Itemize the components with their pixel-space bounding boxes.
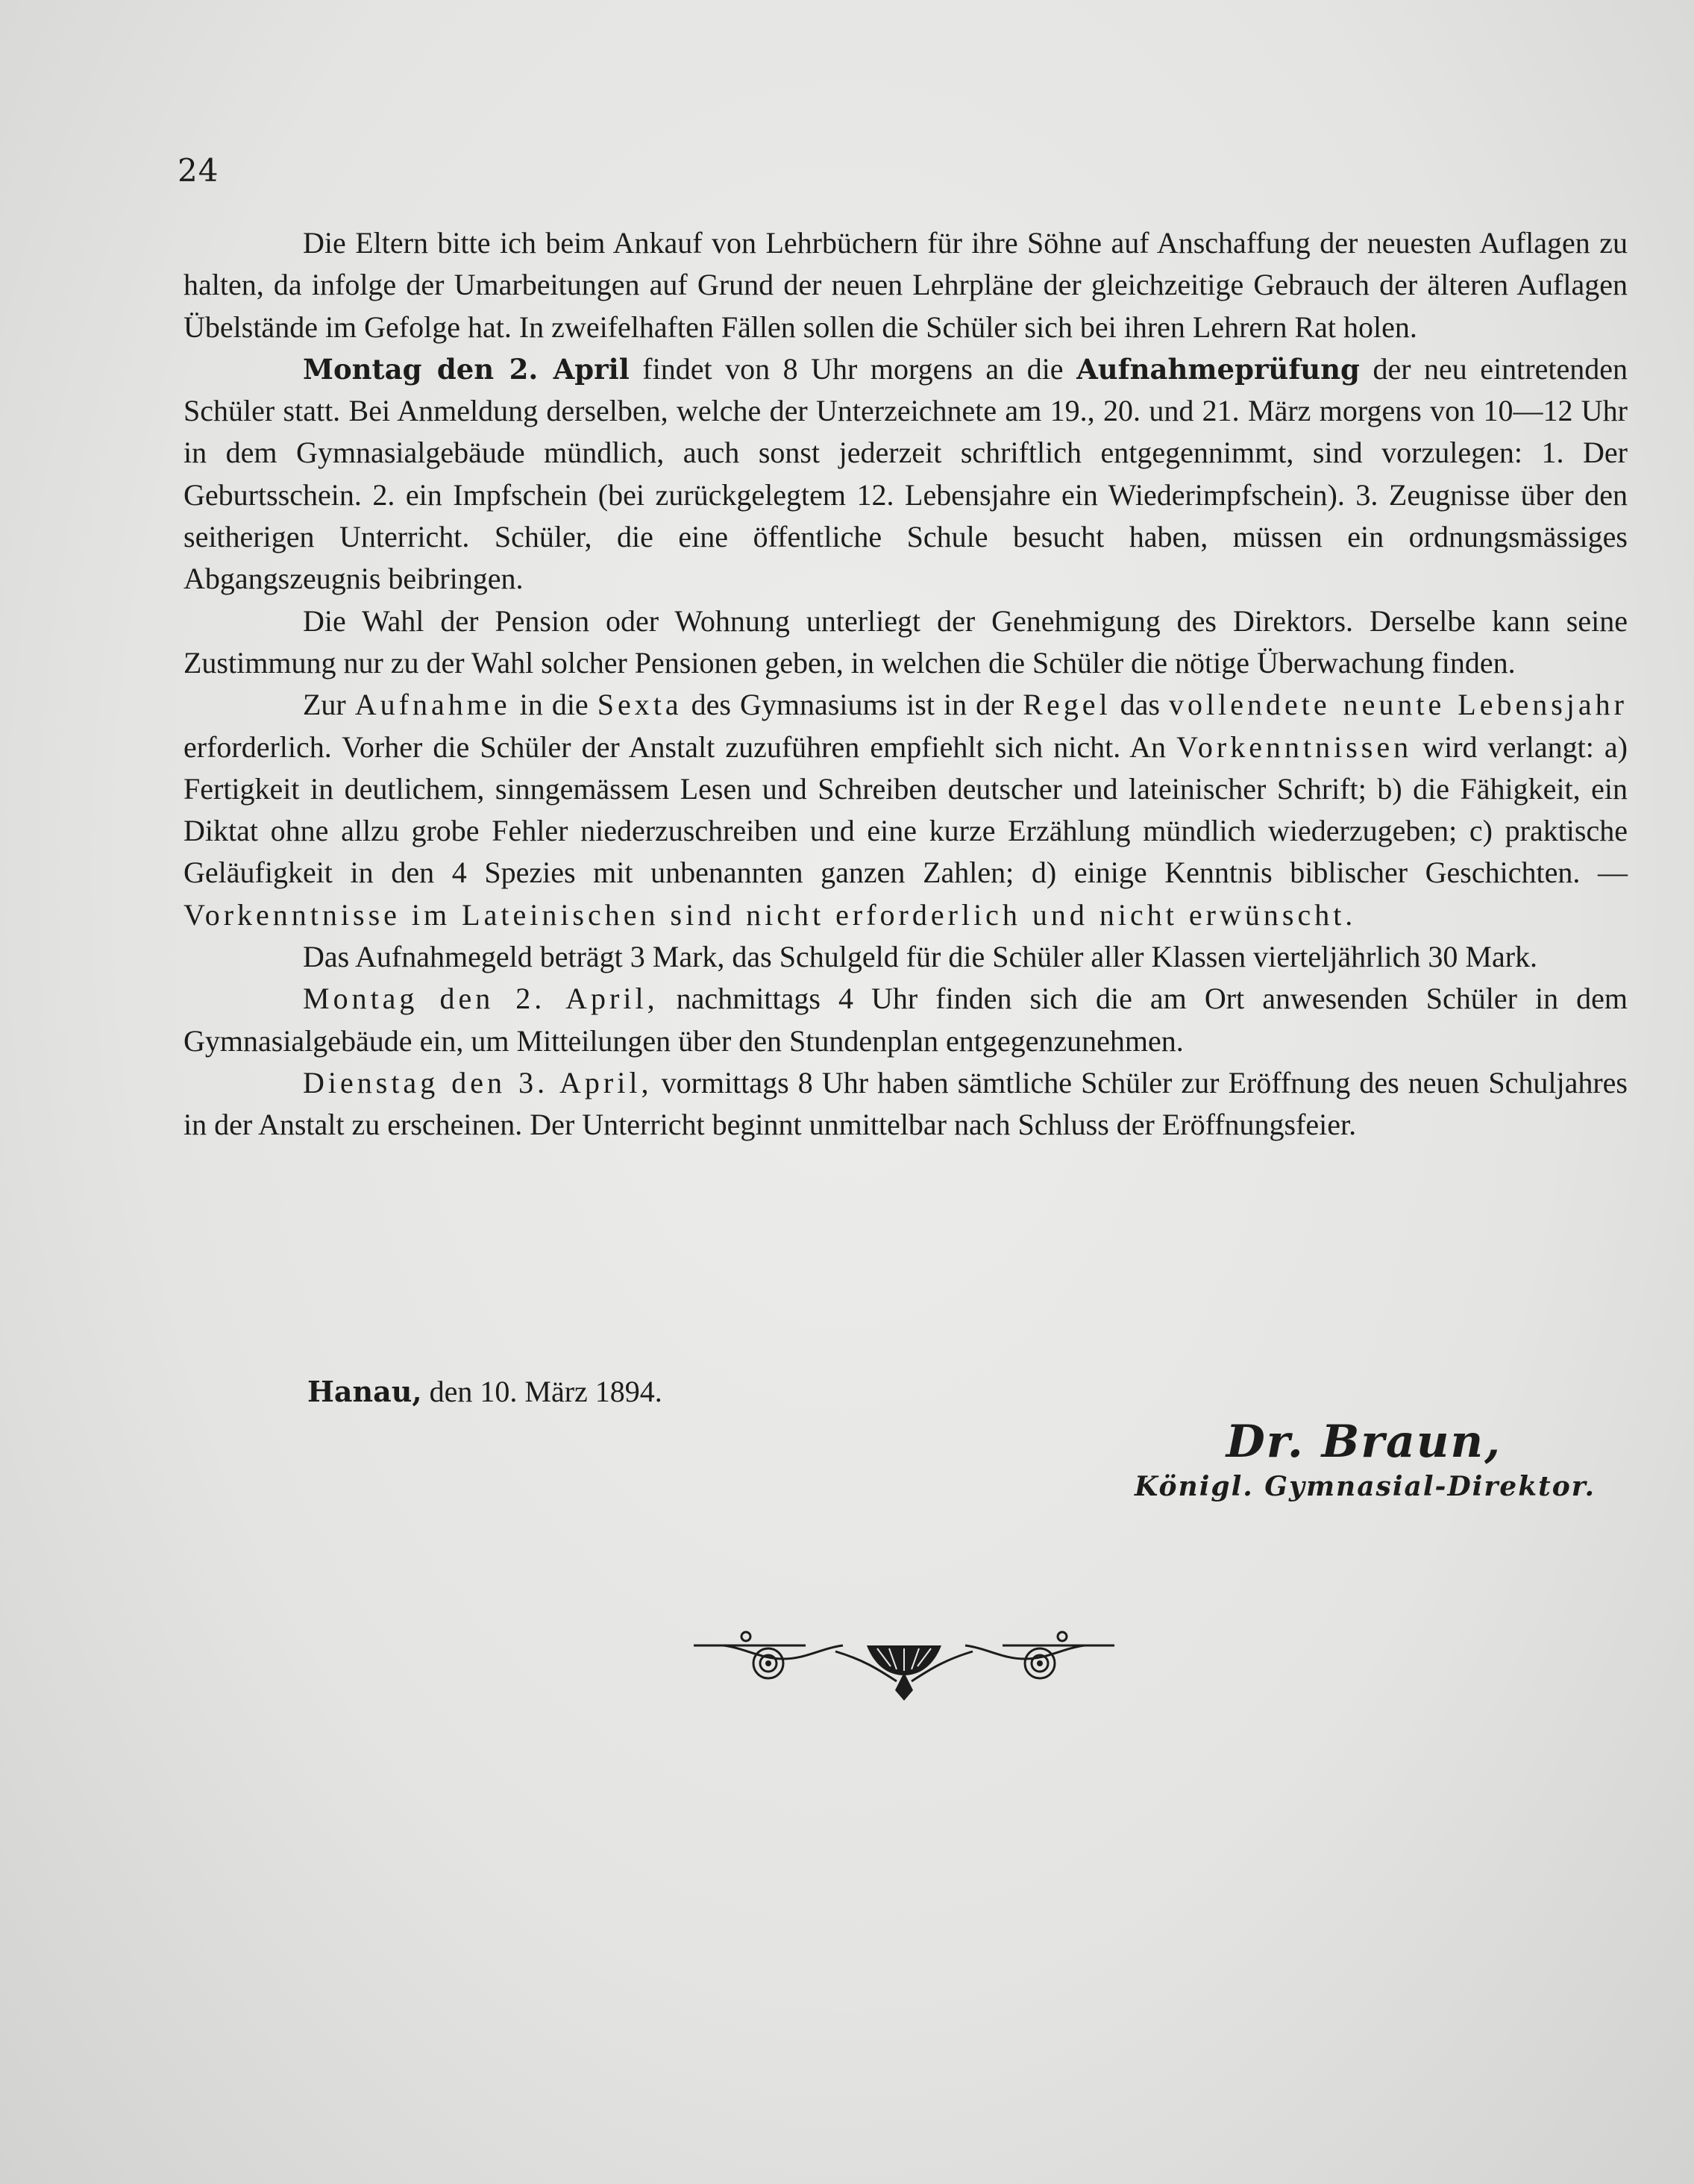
ornament-swoop-right (965, 1645, 1085, 1659)
admission-b: Aufnahme (354, 688, 511, 722)
monday-date: Montag den 2. April, (303, 982, 659, 1016)
page-number: 24 (178, 152, 219, 189)
monday-text: nachmittags 4 Uhr finden sich die am Ort anwesenden Schüler in dem Gymnasialgebäude ein, um Mitteilungen über den Stundenplan entgegenzunehmen. (183, 982, 1628, 1058)
admission-c: in die (510, 688, 597, 722)
paragraph-entrance-exam (183, 348, 1628, 600)
date-text: den 10. März 1894. (421, 1375, 662, 1408)
signature-title: Königl. Gymnasial-Direktor. (1135, 1471, 1596, 1502)
admission-e: des Gymnasiums ist in der (682, 688, 1023, 722)
admission-a: Zur (303, 688, 355, 722)
paragraph-boarding: Die Wahl der Pension oder Wohnung unterliegt der Genehmigung des Direktors. Derselbe kann seine Zustimmung nur zu der Wahl solcher Pensionen geben, in welchen die Schüler die nötige Überwachung finden. (183, 603, 1628, 680)
exam-date-bold: Montag den 2. April (303, 352, 630, 386)
exam-text-b: der neu eintretenden Schüler statt. Bei Anmeldung derselben, welche der Unterzeichnete am 19., 20. und 21. März morgens von 10—12 Uhr in dem Gymnasialgebäude mündlich, auch sonst jederzeit schriftlich entgegennimmt, sind vorzulegen: 1. Der Geburtsschein. 2. ein Impfschein (bei zurückgelegtem 12. Lebensjahre ein Wiederimpfschein). 3. Zeugnisse über den seitherigen Unterricht. Schüler, die eine öffentliche Schule besucht haben, müssen ein ordnungsmässiges Abgangszeugnis beibringen. (183, 351, 1628, 596)
ornament-dot-right (1058, 1632, 1067, 1641)
admission-d: Sexta (597, 688, 683, 722)
exam-text-a: findet von 8 Uhr morgens an die (629, 351, 1077, 386)
exam-term-bold: Aufnahmeprüfung (1076, 352, 1360, 386)
paragraph-monday (183, 978, 1628, 1062)
place-name: Hanau, (307, 1375, 422, 1408)
paragraph-fees: Das Aufnahmegeld beträgt 3 Mark, das Schulgeld für die Schüler aller Klassen vierteljährlich 30 Mark. (303, 940, 1538, 974)
tuesday-text: vormittags 8 Uhr haben sämtliche Schüler zur Eröffnung des neuen Schuljahres in der Anstalt zu erscheinen. Der Unterricht beginnt unmittelbar nach Schluss der Eröffnungsfeier. (183, 1065, 1628, 1142)
admission-k: wird verlangt: a) Fertigkeit in deutlichem, sinngemässem Lesen und Schreiben deutscher und lateinischer Schrift; b) die Fähigkeit, ein Diktat ohne allzu grobe Fehler niederzuschreiben und eine kurze Erzählung mündlich wiederzugeben; c) praktische Geläufigkeit in den 4 Spezies mit unbenannten ganzen Zahlen; d) einige Kenntnis biblischer Geschichten. — (183, 729, 1628, 890)
ornament-scroll-left-center (765, 1660, 771, 1666)
signature-name: Dr. Braun, (1226, 1416, 1502, 1468)
ornament-dot-left (741, 1632, 750, 1641)
admission-l: Vorkenntnisse im Lateinischen sind nicht erforderlich und nicht erwünscht. (183, 897, 1357, 932)
ornament-scroll-right-center (1037, 1660, 1043, 1666)
admission-i: erforderlich. Vorher die Schüler der Anstalt zuzuführen empfiehlt sich nicht. An (183, 729, 1177, 764)
admission-h: vollendete neunte Lebensjahr (1168, 688, 1628, 722)
paragraph-admission (183, 684, 1628, 936)
tuesday-date: Dienstag den 3. April, (303, 1065, 653, 1099)
paragraph-textbooks: Die Eltern bitte ich beim Ankauf von Lehrbüchern für ihre Söhne auf Anschaffung der neuesten Auflagen zu halten, da infolge der Umarbeitungen auf Grund der neuen Lehrpläne der gleichzeitige Gebrauch der älteren Auflagen Übelstände im Gefolge hat. In zweifelhaften Fällen sollen die Schüler sich bei ihren Lehrern Rat holen. (183, 226, 1628, 344)
admission-j: Vorkenntnissen (1176, 729, 1413, 764)
paragraph-tuesday (183, 1062, 1628, 1146)
body-text (183, 222, 1628, 1146)
ornament-divider (694, 1626, 1114, 1708)
admission-g: das (1111, 688, 1169, 722)
place-date-line (307, 1374, 662, 1409)
admission-f: Regel (1023, 688, 1111, 722)
ornament-swoop-left (724, 1645, 843, 1659)
ornament-drop (895, 1672, 913, 1701)
